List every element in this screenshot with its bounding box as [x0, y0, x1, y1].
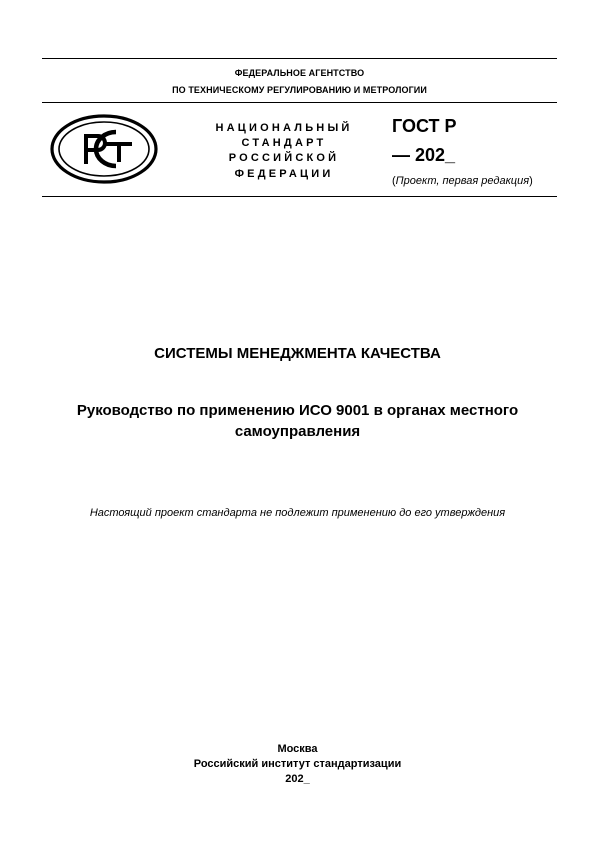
edition-open-paren: (: [392, 175, 396, 187]
edition-text: Проект, первая редакция: [395, 175, 530, 187]
standard-designation: ГОСТ Р: [392, 116, 457, 136]
gost-r-mark-icon: [50, 114, 158, 184]
document-title: СИСТЕМЫ МЕНЕДЖМЕНТА КАЧЕСТВА: [154, 345, 441, 362]
imprint-year: 202_: [285, 773, 310, 785]
imprint-city: Москва: [277, 743, 318, 755]
document-subtitle: [50, 400, 545, 442]
draft-notice: Настоящий проект стандарта не подлежит применению до его утверждения: [89, 507, 506, 519]
national-standard-line3: РОССИЙСКОЙ: [228, 152, 340, 165]
national-standard-line4: ФЕДЕРАЦИИ: [234, 167, 334, 180]
subtitle-line2: самоуправления: [234, 423, 361, 440]
header-bottom-rule: [42, 196, 557, 197]
national-standard-label: [200, 121, 368, 182]
header-rule: [42, 102, 557, 103]
agency-name-line2: ПО ТЕХНИЧЕСКОМУ РЕГУЛИРОВАНИЮ И МЕТРОЛОГИИ: [172, 85, 427, 95]
top-rule: [42, 58, 557, 59]
subtitle-line1: Руководство по применению ИСО 9001 в органах местного: [76, 402, 519, 419]
national-standard-line1: НАЦИОНАЛЬНЫЙ: [215, 122, 353, 134]
agency-name-line1: ФЕДЕРАЛЬНОЕ АГЕНТСТВО: [234, 68, 365, 78]
standard-number: — 202_: [392, 145, 456, 165]
edition-note: [392, 175, 533, 187]
edition-close-paren: ): [529, 175, 533, 187]
national-standard-line2: СТАНДАРТ: [241, 137, 327, 150]
imprint-organization: Российский институт стандартизации: [193, 758, 402, 770]
